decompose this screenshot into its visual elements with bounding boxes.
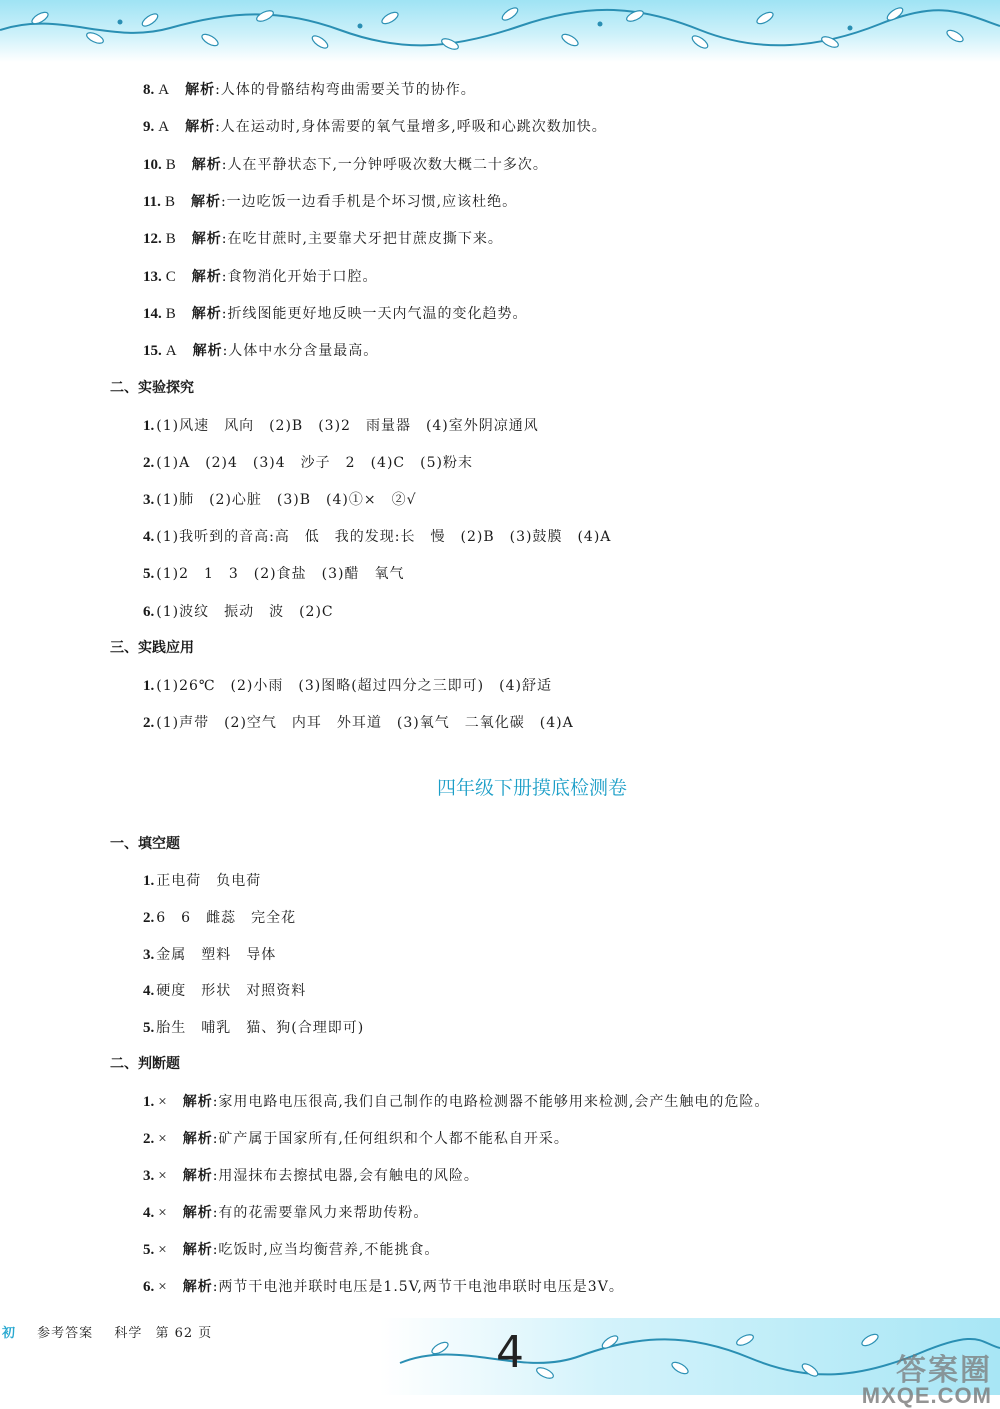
explanation-text: :两节干电池并联时电压是1.5V,两节干电池串联时电压是3V。: [212, 1278, 624, 1295]
item-text: (1)风速 风向 (2)B (3)2 雨量器 (4)室外阴凉通风: [156, 418, 539, 434]
item-text: 6 6 雌蕊 完全花: [156, 909, 297, 926]
explanation-label: 解析: [191, 156, 222, 173]
item-answer: ×: [158, 1204, 167, 1221]
heading-experiment: 二、实验探究: [110, 380, 194, 396]
list-item: [143, 153, 548, 177]
item-number: 13.: [143, 268, 162, 285]
item-answer: C: [165, 268, 176, 285]
item-number: 2.: [143, 455, 155, 472]
item-answer: ×: [158, 1167, 167, 1184]
vine-decoration-icon: [0, 0, 1000, 62]
item-number: 1.: [143, 1094, 155, 1110]
footer-subject: 科学: [114, 1326, 143, 1341]
explanation-text: :一边吃饭一边看手机是个坏习惯,应该杜绝。: [220, 193, 518, 210]
list-item: [143, 190, 517, 214]
list-item: [143, 1201, 428, 1225]
item-text: 胎生 哺乳 猫、狗(合理即可): [156, 1020, 365, 1037]
item-number: 11.: [143, 193, 161, 210]
list-item: [143, 302, 527, 326]
list-item: [143, 906, 296, 930]
list-item: [143, 1016, 364, 1040]
item-number: 9.: [143, 119, 155, 136]
explanation-text: :食物消化开始于口腔。: [221, 268, 378, 285]
item-number: 12.: [143, 231, 162, 248]
explanation-label: 解析: [192, 343, 223, 360]
item-number: 5.: [143, 566, 155, 583]
list-item: [143, 451, 473, 475]
item-answer: ×: [158, 1094, 167, 1110]
list-item: [143, 78, 476, 102]
item-number: 3.: [143, 946, 155, 963]
list-item: [143, 265, 377, 289]
explanation-label: 解析: [191, 231, 222, 248]
explanation-label: 解析: [185, 119, 216, 136]
explanation-label: 解析: [191, 268, 222, 285]
explanation-text: :折线图能更好地反映一天内气温的变化趋势。: [221, 305, 528, 322]
item-answer: B: [164, 193, 175, 210]
item-number: 2.: [143, 909, 155, 926]
item-number: 10.: [143, 156, 162, 173]
section-title: 四年级下册摸底检测卷: [436, 777, 627, 799]
item-answer: A: [158, 82, 170, 98]
list-item: [143, 1238, 439, 1262]
item-text: (1)A (2)4 (3)4 沙子 2 (4)C (5)粉末: [156, 455, 473, 472]
explanation-label: 解析: [182, 1278, 213, 1295]
explanation-label: 解析: [182, 1241, 213, 1258]
handwritten-mark: [490, 1325, 530, 1375]
list-item: [143, 1127, 569, 1151]
item-number: 2.: [143, 715, 155, 731]
explanation-text: :人在运动时,身体需要的氧气量增多,呼吸和心跳次数加快。: [215, 119, 607, 136]
item-number: 4.: [143, 1204, 155, 1221]
watermark-bottom: MXQE.COM: [861, 1383, 992, 1408]
item-text: (1)26℃ (2)小雨 (3)图略(超过四分之三即可) (4)舒适: [156, 678, 552, 694]
list-item: [143, 943, 276, 967]
watermark-top: 答案圈: [896, 1354, 992, 1387]
explanation-label: 解析: [182, 1167, 213, 1184]
item-answer: B: [165, 305, 176, 322]
item-number: 1.: [143, 873, 155, 889]
footer-book: 参考答案: [37, 1326, 94, 1341]
list-item: [143, 674, 552, 698]
item-text: (1)我听到的音高:高 低 我的发现:长 慢 (2)B (3)鼓膜 (4)A: [156, 529, 612, 546]
explanation-text: :人体中水分含量最高。: [222, 343, 379, 360]
list-item: [143, 414, 539, 438]
list-item: [143, 979, 306, 1003]
item-number: 2.: [143, 1130, 155, 1147]
footer-initial: 初: [2, 1326, 17, 1341]
list-item: [143, 488, 417, 512]
explanation-text: :家用电路电压很高,我们自己制作的电路检测器不能够用来检测,会产生触电的危险。: [212, 1094, 770, 1110]
item-answer: B: [165, 231, 176, 248]
explanation-text: :吃饭时,应当均衡营养,不能挑食。: [212, 1241, 440, 1258]
footer: [2, 1322, 212, 1341]
item-answer: B: [165, 156, 176, 173]
svg-text:4: 4: [496, 1327, 524, 1375]
item-number: 15.: [143, 343, 162, 360]
item-answer: A: [165, 343, 177, 360]
explanation-text: :矿产属于国家所有,任何组织和个人都不能私自开采。: [212, 1130, 569, 1147]
item-text: 硬度 形状 对照资料: [156, 983, 307, 1000]
list-item: [143, 339, 378, 363]
explanation-label: 解析: [182, 1204, 213, 1221]
footer-page: 第 62 页: [155, 1326, 213, 1341]
item-number: 3.: [143, 1167, 155, 1184]
item-number: 5.: [143, 1241, 155, 1258]
explanation-label: 解析: [182, 1094, 213, 1110]
item-number: 4.: [143, 529, 155, 546]
list-item: [143, 525, 611, 549]
explanation-text: :有的花需要靠风力来帮助传粉。: [212, 1204, 429, 1221]
item-number: 3.: [143, 492, 155, 509]
heading-fill-blank: 一、填空题: [110, 836, 180, 852]
item-number: 14.: [143, 305, 162, 322]
item-text: (1)声带 (2)空气 内耳 外耳道 (3)氧气 二氧化碳 (4)A: [156, 715, 574, 731]
list-item: [143, 227, 503, 251]
list-item: [143, 711, 574, 735]
top-vine-banner: [0, 0, 1000, 62]
item-number: 1.: [143, 418, 155, 434]
item-text: (1)波纹 振动 波 (2)C: [156, 603, 334, 620]
list-item: [143, 1275, 624, 1299]
item-number: 6.: [143, 1278, 155, 1295]
item-answer: A: [158, 119, 170, 136]
list-item: [143, 600, 334, 624]
watermark-logo: [862, 1345, 992, 1409]
explanation-label: 解析: [185, 82, 216, 98]
heading-practice: 三、实践应用: [110, 640, 194, 656]
explanation-text: :用湿抹布去擦拭电器,会有触电的风险。: [212, 1167, 479, 1184]
explanation-label: 解析: [190, 193, 221, 210]
item-number: 6.: [143, 603, 155, 620]
explanation-label: 解析: [182, 1130, 213, 1147]
list-item: [143, 869, 261, 893]
heading-judge: 二、判断题: [110, 1056, 180, 1072]
list-item: [143, 115, 607, 139]
item-answer: ×: [158, 1278, 167, 1295]
list-item: [143, 1090, 769, 1114]
item-text: (1)肺 (2)心脏 (3)B (4)①× ②√: [156, 492, 417, 509]
item-text: 正电荷 负电荷: [156, 873, 262, 889]
item-text: 金属 塑料 导体: [156, 946, 277, 963]
item-number: 4.: [143, 983, 155, 1000]
explanation-label: 解析: [191, 305, 222, 322]
explanation-text: :人在平静状态下,一分钟呼吸次数大概二十多次。: [221, 156, 548, 173]
list-item: [143, 562, 404, 586]
item-number: 8.: [143, 82, 155, 98]
explanation-text: :人体的骨骼结构弯曲需要关节的协作。: [215, 82, 476, 98]
list-item: [143, 1164, 479, 1188]
item-number: 1.: [143, 678, 155, 694]
item-answer: ×: [158, 1130, 167, 1147]
item-answer: ×: [158, 1241, 167, 1258]
item-number: 5.: [143, 1020, 155, 1037]
item-text: (1)2 1 3 (2)食盐 (3)醋 氧气: [156, 566, 405, 583]
explanation-text: :在吃甘蔗时,主要靠犬牙把甘蔗皮撕下来。: [221, 231, 503, 248]
